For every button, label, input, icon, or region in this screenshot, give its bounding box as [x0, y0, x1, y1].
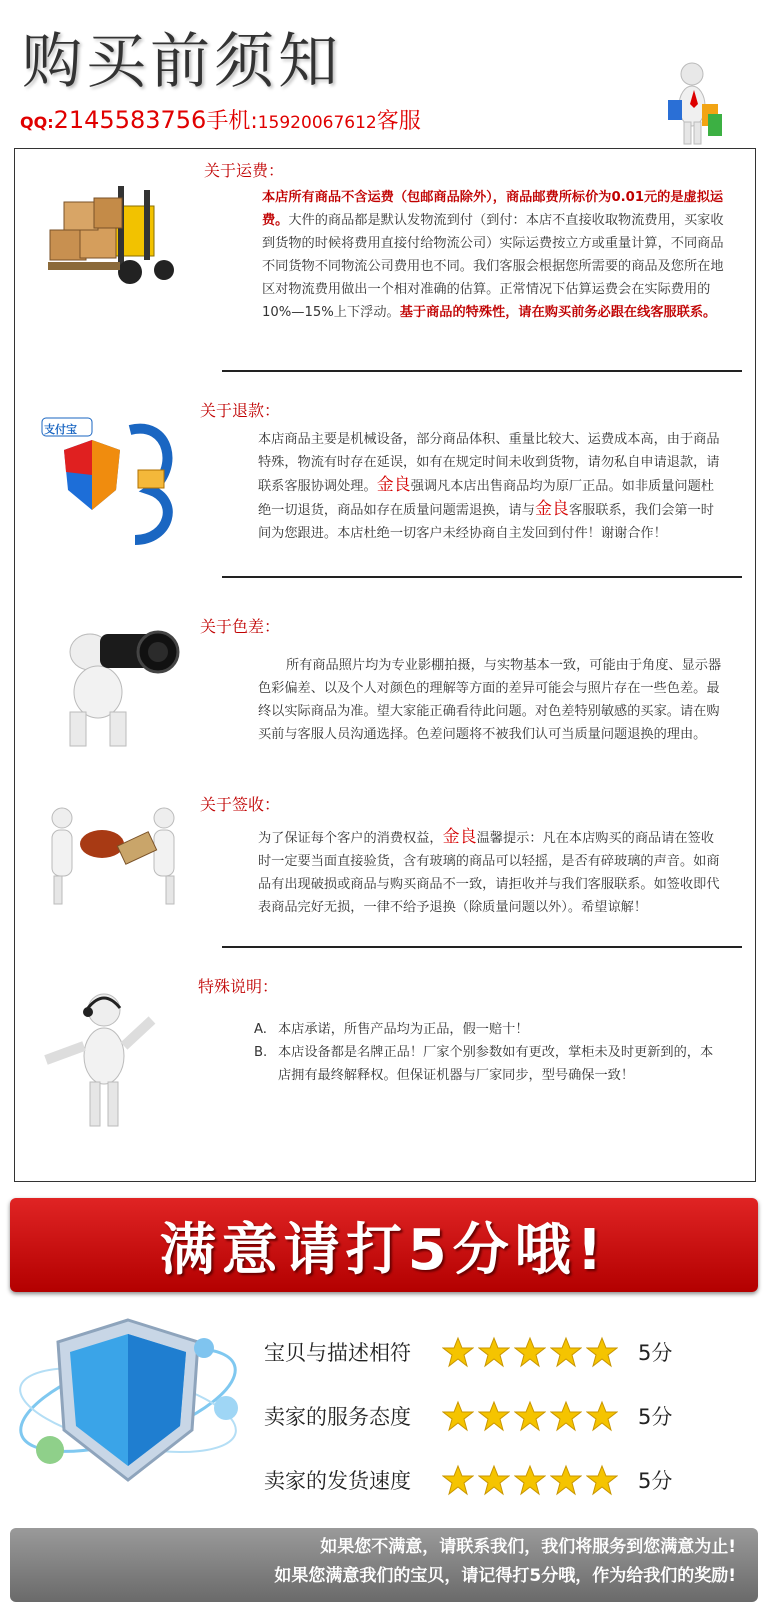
brand-name: 金良 — [534, 499, 569, 519]
refund-text-3: 客服联系，我们会第一时间为您跟进。本店杜绝一切客户未经协商自主发回到付件！谢谢合作！ — [258, 503, 714, 541]
color-title: 关于色差： — [200, 617, 281, 636]
service-label: 客服 — [376, 109, 421, 134]
shipping-body: 大件的商品都是默认发物流到付（到付：本店不直接收取物流费用，买家收到货物的时候将费用直接付给物流公司）实际运费按立方或重量计算，不同商品不同货物不同物流公司费用也不同。我们客服会根据您所需要的商品及您所在地区对物流费用做出一个相对准确的估算。正常情况下估算运费会在实际费用的10%—15%上下浮动。 — [262, 213, 724, 320]
contact-line — [20, 104, 421, 135]
phone-number: 15920067612 — [257, 113, 377, 133]
refund-text-2: 强调凡本店出售商品均为原厂正品。如非质量问题杜绝一切退货，商品如存在质量问题需退换，请与 — [258, 479, 714, 518]
star-icon — [586, 1400, 618, 1432]
list-marker: A. — [254, 1022, 267, 1037]
rating-label: 卖家的服务态度 — [264, 1405, 411, 1429]
headset-figure-icon — [40, 990, 170, 1130]
star-icon — [478, 1336, 510, 1368]
star-icon — [586, 1464, 618, 1496]
star-icon — [586, 1336, 618, 1368]
brand-name: 金良 — [442, 827, 477, 847]
star-icon — [478, 1464, 510, 1496]
phone-label: 手机: — [206, 109, 258, 134]
star-icon — [514, 1464, 546, 1496]
star-icon — [442, 1336, 474, 1368]
page-title: 购买前须知 — [22, 27, 342, 97]
divider — [222, 946, 742, 948]
star-icon — [550, 1464, 582, 1496]
shopper-figure-icon — [660, 60, 730, 148]
alipay-logo-text: 支付宝 — [44, 423, 77, 436]
refund-text-1: 本店商品主要是机械设备，部分商品体积、重量比较大、运费成本高，由于商品特殊，物流有时存在延误，如有在规定时间未收到货物，请勿私自申请退款，请联系客服协调处理。 — [258, 432, 720, 494]
star-icon — [514, 1400, 546, 1432]
list-marker: B. — [254, 1045, 268, 1060]
receipt-paragraph — [258, 826, 724, 919]
camera-figure-icon — [40, 612, 190, 752]
star-icon — [514, 1336, 546, 1368]
shipping-highlight: 本店所有商品不含运费（包邮商品除外），商品邮费所标价为0.01元的是虚拟运费。 — [262, 190, 724, 228]
handover-figure-icon — [40, 800, 190, 910]
forklift-icon — [44, 180, 184, 310]
receipt-text-1: 为了保证每个客户的消费权益， — [258, 831, 443, 846]
refund-title: 关于退款： — [200, 401, 281, 420]
list-item — [254, 1041, 724, 1087]
list-item-text: 本店承诺，所售产品均为正品，假一赔十！ — [278, 1022, 529, 1037]
rating-row — [264, 1448, 724, 1512]
ratings-list — [264, 1320, 724, 1512]
star-icon — [478, 1400, 510, 1432]
rating-score: 5分 — [638, 1341, 673, 1365]
shipping-paragraph — [262, 186, 724, 324]
rating-label: 宝贝与描述相符 — [264, 1341, 411, 1365]
rating-row — [264, 1320, 724, 1384]
brand-name: 金良 — [376, 475, 411, 495]
list-item — [254, 1018, 724, 1041]
rating-score: 5分 — [638, 1405, 673, 1429]
star-icon — [442, 1400, 474, 1432]
shipping-title: 关于运费： — [204, 161, 285, 180]
star-rating — [442, 1336, 638, 1368]
star-icon — [550, 1400, 582, 1432]
shield-icon — [8, 1300, 248, 1510]
divider — [222, 370, 742, 372]
receipt-title: 关于签收： — [200, 795, 281, 814]
special-title: 特殊说明： — [198, 977, 279, 996]
color-paragraph: 所有商品照片均为专业影棚拍摄，与实物基本一致，可能由于角度、显示器色彩偏差、以及个人对颜色的理解等方面的差异可能会与照片存在一些色差。最终以实际商品为准。望大家能正确看待此问题。对色差特别敏感的买家。请在购买前与客服人员沟通选择。色差问题将不被我们认可当质量问题退换的理由。 — [258, 658, 722, 742]
rating-row — [264, 1384, 724, 1448]
qq-label: QQ: — [20, 113, 54, 132]
refund-paragraph — [258, 428, 724, 545]
star-icon — [442, 1464, 474, 1496]
divider — [222, 576, 742, 578]
footer-line-1: 如果您不满意，请联系我们，我们将服务到您满意为止! — [320, 1537, 736, 1557]
rating-label: 卖家的发货速度 — [264, 1469, 411, 1493]
list-item-text: 本店设备都是名牌正品！厂家个别参数如有更改，掌柜未及时更新到的，本店拥有最终解释权。但保证机器与厂家同步，型号确保一致！ — [278, 1045, 714, 1083]
footer-line-2: 如果您满意我们的宝贝，请记得打5分哦，作为给我们的奖励! — [274, 1566, 736, 1586]
star-rating — [442, 1400, 638, 1432]
shipping-notice: 基于商品的特殊性，请在购买前务必跟在线客服联系。 — [399, 305, 717, 320]
rating-score: 5分 — [638, 1469, 673, 1493]
special-list — [254, 1018, 724, 1087]
banner-text: 满意请打5分哦! — [159, 1218, 609, 1283]
star-rating — [442, 1464, 638, 1496]
qq-number: 2145583756 — [53, 106, 207, 134]
star-icon — [550, 1336, 582, 1368]
receipt-text-2: 温馨提示：凡在本店购买的商品请在签收时一定要当面直接验货，含有玻璃的商品可以轻摇，是否有碎玻璃的声音。如商品有出现破损或商品与购买商品不一致，请拒收并与我们客服联系。如签收即代表商品完好无损，一律不给予退换（除质量问题以外）。希望谅解！ — [258, 831, 720, 915]
